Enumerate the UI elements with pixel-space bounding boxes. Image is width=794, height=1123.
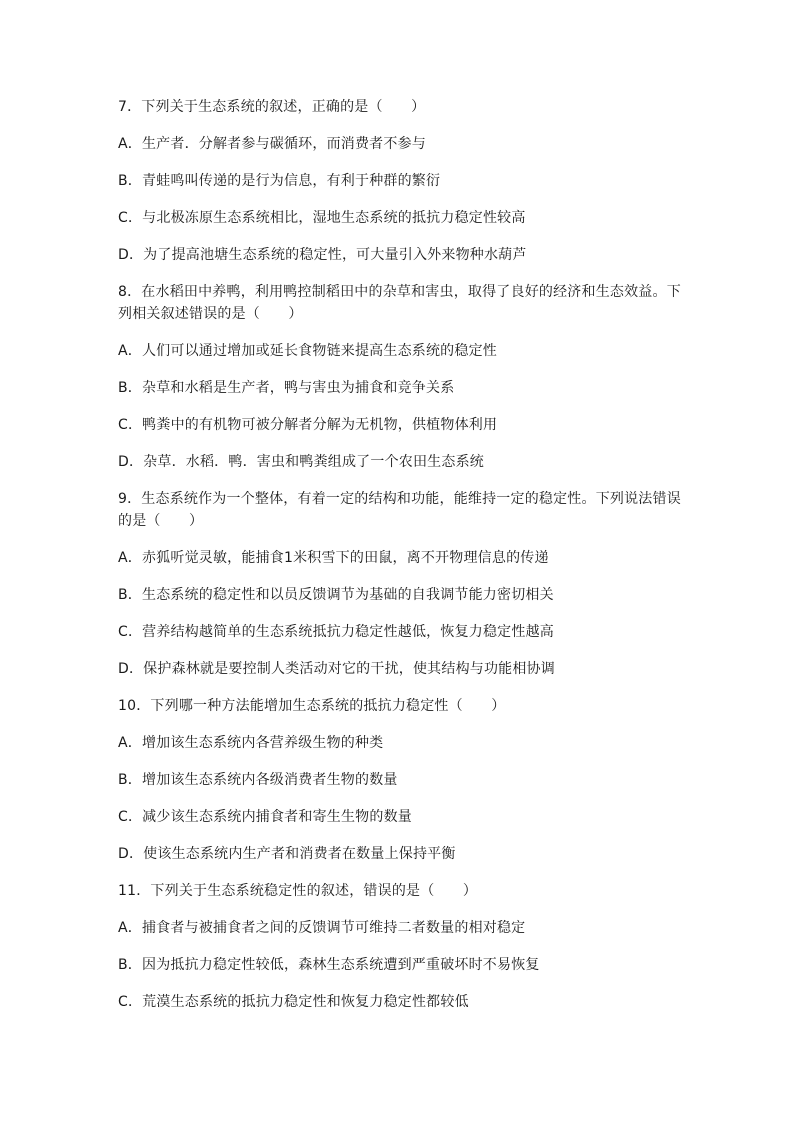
question-7 xyxy=(118,96,688,266)
option-a: A．生产者．分解者参与碳循环，而消费者不参与 xyxy=(118,136,426,152)
option-b: B．增加该生态系统内各级消费者生物的数量 xyxy=(118,772,398,788)
option-c: C．荒漠生态系统的抵抗力稳定性和恢复力稳定性都较低 xyxy=(118,994,469,1010)
option-c: C．与北极冻原生态系统相比，湿地生态系统的抵抗力稳定性较高 xyxy=(118,210,526,226)
option-b: B．杂草和水稻是生产者，鸭与害虫为捕食和竞争关系 xyxy=(118,380,455,396)
option-c: C．鸭粪中的有机物可被分解者分解为无机物，供植物体利用 xyxy=(118,417,498,433)
question-stem: 9．生态系统作为一个整体，有着一定的结构和功能，能维持一定的稳定性。下列说法错误的是（ ） xyxy=(118,491,681,529)
option-d: D．为了提高池塘生态系统的稳定性，可大量引入外来物种水葫芦 xyxy=(118,247,527,263)
option-b: B．因为抵抗力稳定性较低，森林生态系统遭到严重破坏时不易恢复 xyxy=(118,957,540,973)
option-d: D．保护森林就是要控制人类活动对它的干扰，使其结构与功能相协调 xyxy=(118,661,555,677)
question-10 xyxy=(118,695,688,865)
question-stem: 10．下列哪一种方法能增加生态系统的抵抗力稳定性（ ） xyxy=(118,698,506,714)
option-b: B．生态系统的稳定性和以员反馈调节为基础的自我调节能力密切相关 xyxy=(118,587,554,603)
question-stem: 8．在水稻田中养鸭，利用鸭控制稻田中的杂草和害虫，取得了良好的经济和生态效益。下列相关叙述错误的是（ ） xyxy=(118,284,681,322)
option-a: A．赤狐听觉灵敏，能捕食1米积雪下的田鼠，离不开物理信息的传递 xyxy=(118,550,549,566)
question-9 xyxy=(118,488,688,680)
option-a: A．捕食者与被捕食者之间的反馈调节可维持二者数量的相对稳定 xyxy=(118,920,526,936)
question-11 xyxy=(118,880,688,1013)
option-b: B．青蛙鸣叫传递的是行为信息，有利于种群的繁衍 xyxy=(118,173,441,189)
question-list xyxy=(118,96,688,1028)
option-d: D．使该生态系统内生产者和消费者在数量上保持平衡 xyxy=(118,846,456,862)
option-c: C．营养结构越简单的生态系统抵抗力稳定性越低，恢复力稳定性越高 xyxy=(118,624,554,640)
question-stem: 7．下列关于生态系统的叙述，正确的是（ ） xyxy=(118,99,426,115)
option-a: A．人们可以通过增加或延长食物链来提高生态系统的稳定性 xyxy=(118,343,497,359)
question-stem: 11．下列关于生态系统稳定性的叙述，错误的是（ ） xyxy=(118,883,478,899)
option-a: A．增加该生态系统内各营养级生物的种类 xyxy=(118,735,384,751)
question-8 xyxy=(118,281,688,473)
option-d: D．杂草．水稻．鸭．害虫和鸭粪组成了一个农田生态系统 xyxy=(118,454,484,470)
option-c: C．减少该生态系统内捕食者和寄生生物的数量 xyxy=(118,809,412,825)
